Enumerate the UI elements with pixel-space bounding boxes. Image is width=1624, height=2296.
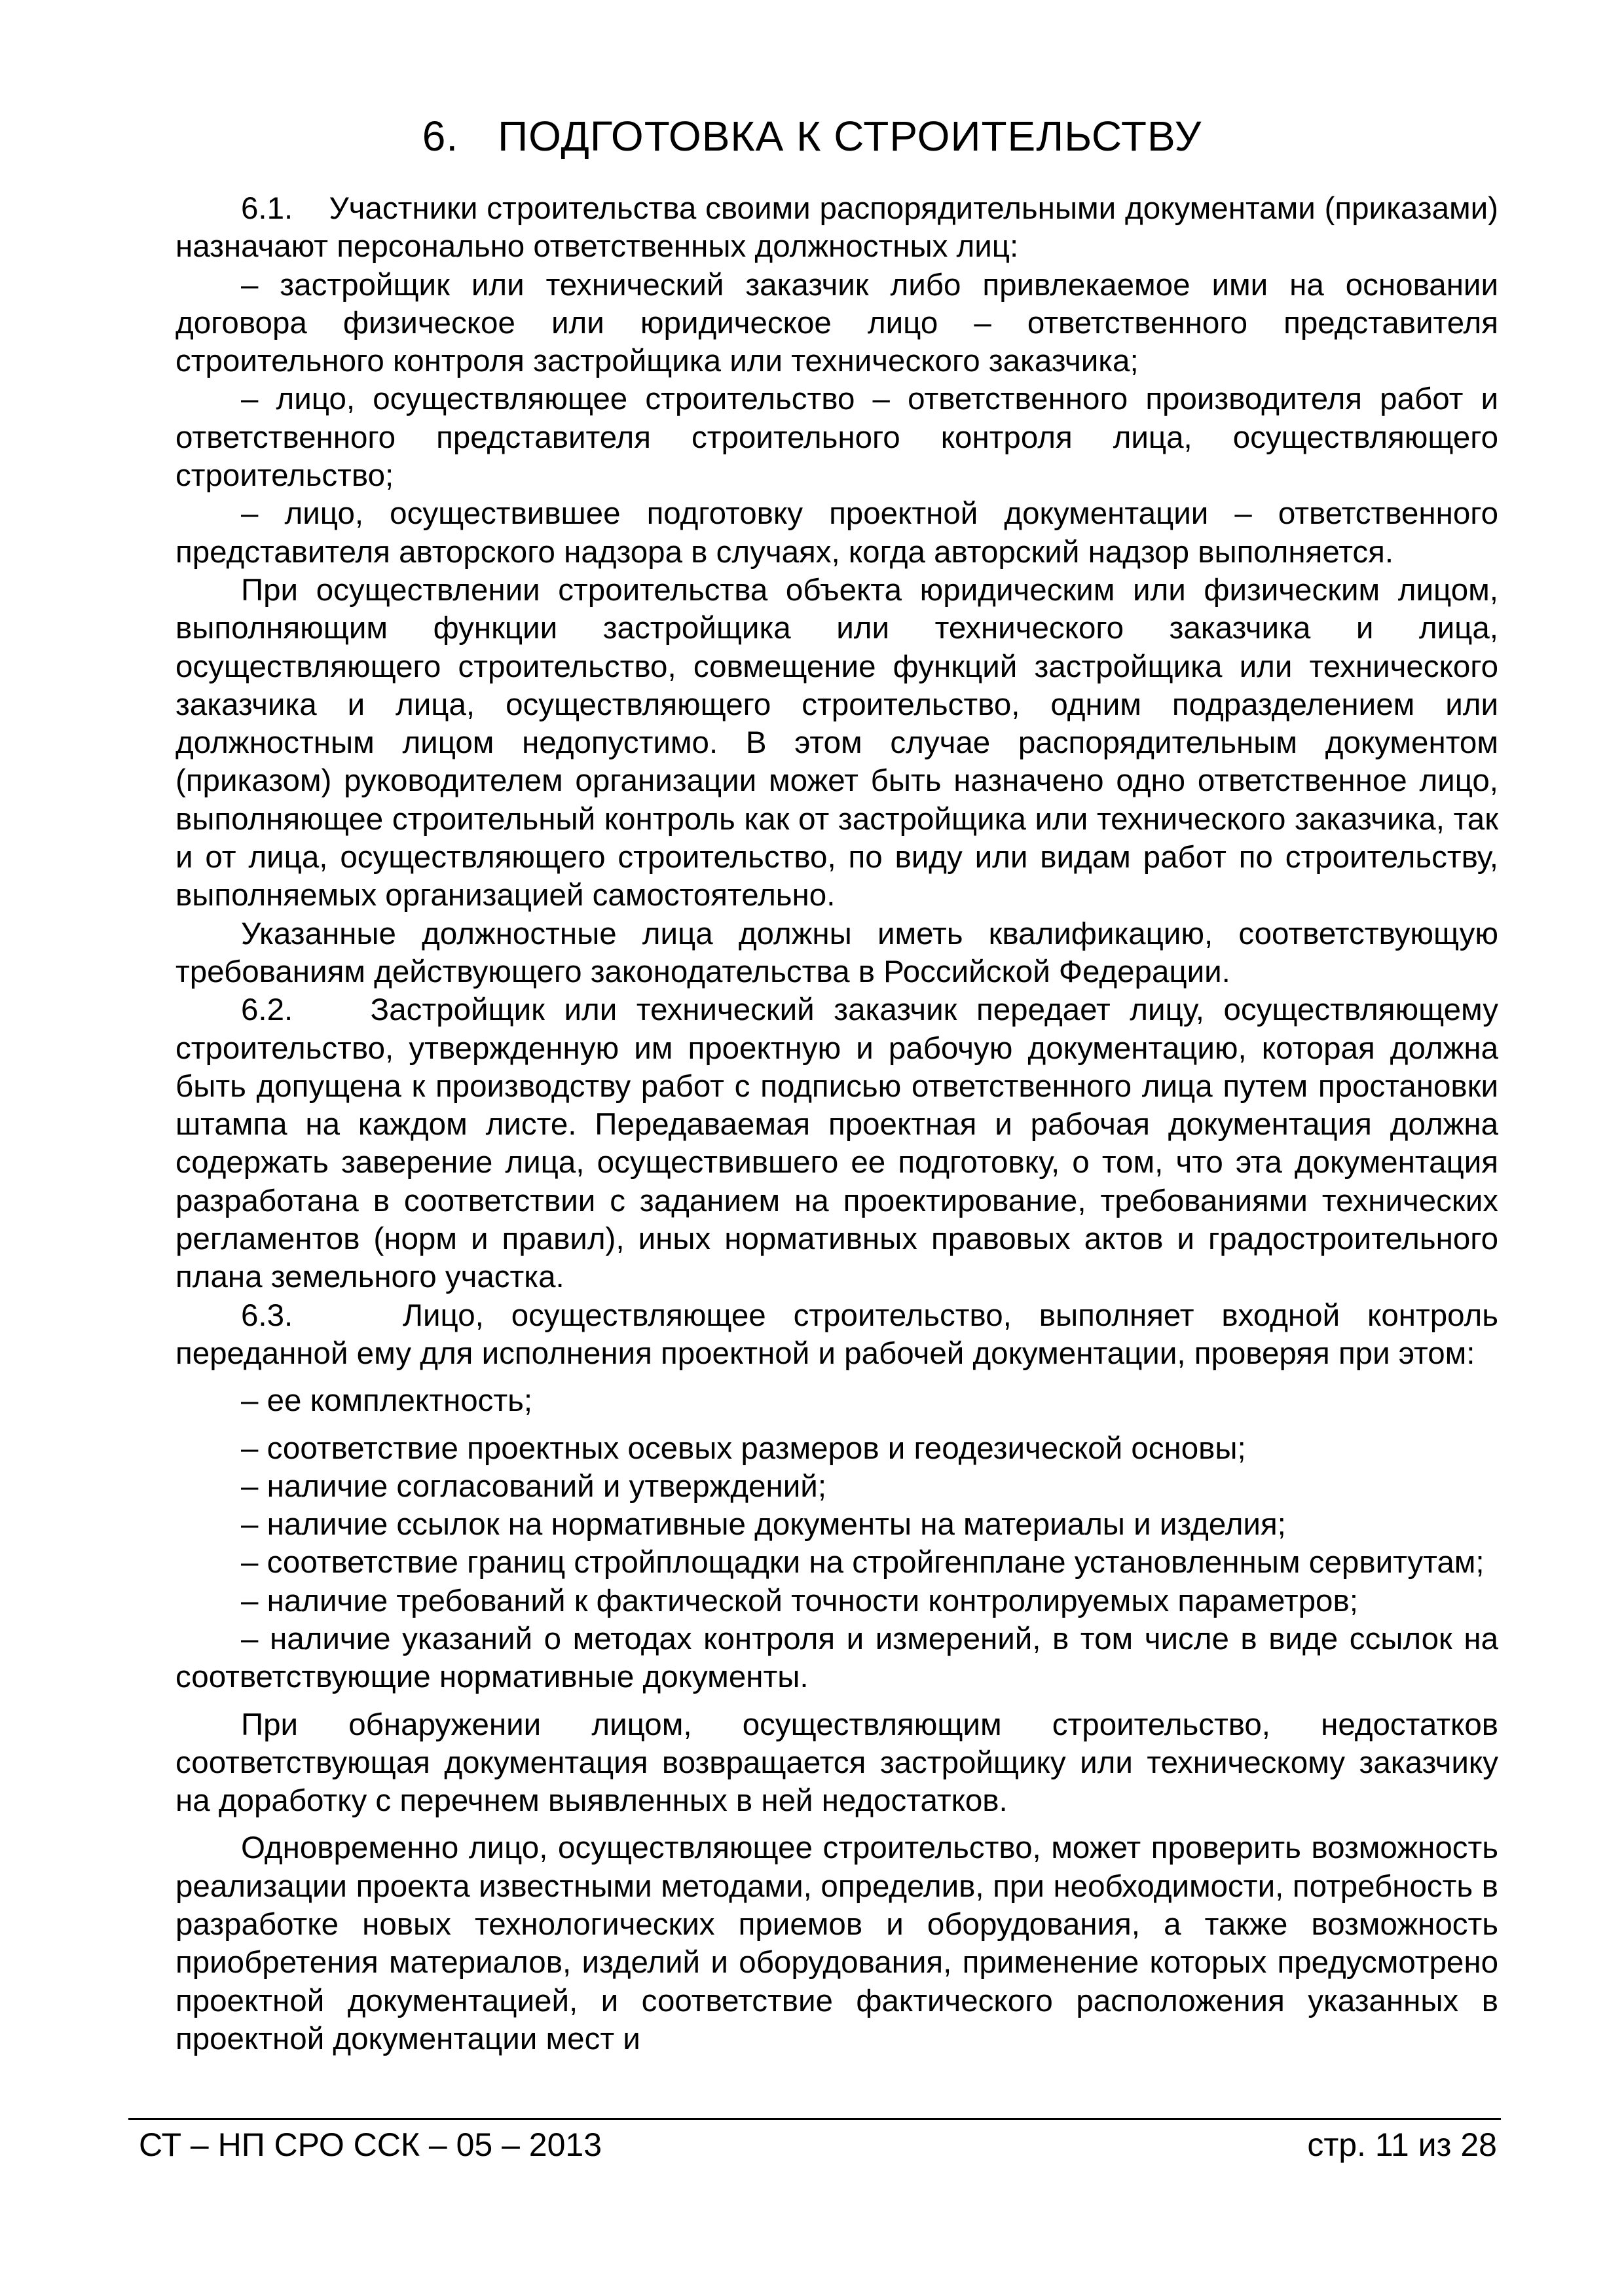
list-item: – соответствие границ стройплощадки на стройгенплане установленным сервитутам;: [241, 1545, 1485, 1580]
paragraph: Одновременно лицо, осуществляющее строительство, может проверить возможность реализации проекта известными методами, определив, при необходимости, потребность в разработке новых технологических приемов и оборудования, а также возможность приобретения материалов, изделий и оборудования, применение которых предусмотрено проектной документацией, и соответствие фактического расположения указанных в проектной документации мест и: [175, 1831, 1498, 2056]
page-number: стр. 11 из 28: [1307, 2126, 1497, 2163]
list-item: – наличие указаний о методах контроля и измерений, в том числе в виде ссылок на соответствующие нормативные документы.: [175, 1621, 1498, 1695]
section-heading: [0, 110, 1624, 162]
footer-divider: [128, 2118, 1501, 2120]
list-item: – наличие ссылок на нормативные документы на материалы и изделия;: [241, 1507, 1286, 1542]
list-item: – соответствие проектных осевых размеров и геодезической основы;: [241, 1430, 1246, 1466]
paragraph: При осуществлении строительства объекта юридическим или физическим лицом, выполняющим функции застройщика или технического заказчика и лица, осуществляющего строительство, совмещение функций застройщика или технического заказчика и лица, осуществляющего строительство, одним подразделением или должностным лицом недопустимо. В этом случае распорядительным документом (приказом) руководителем организации может быть назначено одно ответственное лицо, выполняющее строительный контроль как от застройщика или технического заказчика, так и от лица, осуществляющего строительство, по виду или видам работ по строительству, выполняемых организацией самостоятельно.: [175, 572, 1498, 913]
paragraph: При обнаружении лицом, осуществляющим строительство, недостатков соответствующая документация возвращается застройщику или техническому заказчику на доработку с перечнем выявленных в ней недостатков.: [175, 1707, 1498, 1819]
list-item: – лицо, осуществляющее строительство – ответственного производителя работ и ответственного представителя строительного контроля лица, осуществляющего строительство;: [175, 382, 1498, 494]
document-body: [175, 190, 1498, 2058]
section-number: 6.: [422, 113, 459, 160]
list-item: – лицо, осуществившее подготовку проектной документации – ответственного представителя авторского надзора в случаях, когда авторский надзор выполняется.: [175, 496, 1498, 570]
list-item: – застройщик или технический заказчик либо привлекаемое ими на основании договора физическое или юридическое лицо – ответственного представителя строительного контроля застройщика или технического заказчика;: [175, 267, 1498, 379]
paragraph-6-2: 6.2. Застройщик или технический заказчик передает лицу, осуществляющему строительство, утвержденную им проектную и рабочую документацию, которая должна быть допущена к производству работ с подписью ответственного лица путем простановки штампа на каждом листе. Передаваемая проектная и рабочая документация должна содержать заверение лица, осуществившего ее подготовку, о том, что эта документация разработана в соответствии с заданием на проектирование, требованиями технических регламентов (норм и правил), иных нормативных правовых актов и градостроительного плана земельного участка.: [175, 993, 1498, 1295]
paragraph-6-1: 6.1. Участники строительства своими распорядительными документами (приказами) назначают персонально ответственных должностных лиц:: [175, 191, 1498, 264]
section-title: ПОДГОТОВКА К СТРОИТЕЛЬСТВУ: [498, 113, 1202, 160]
document-code: СТ – НП СРО ССК – 05 – 2013: [139, 2126, 602, 2163]
paragraph-6-3: 6.3. Лицо, осуществляющее строительство, выполняет входной контроль переданной ему для исполнения проектной и рабочей документации, проверяя при этом:: [175, 1298, 1498, 1371]
list-item: – наличие согласований и утверждений;: [241, 1468, 827, 1504]
paragraph: Указанные должностные лица должны иметь квалификацию, соответствующую требованиям действующего законодательства в Российской Федерации.: [175, 916, 1498, 989]
list-item: – ее комплектность;: [241, 1383, 533, 1419]
list-item: – наличие требований к фактической точности контролируемых параметров;: [241, 1583, 1358, 1618]
